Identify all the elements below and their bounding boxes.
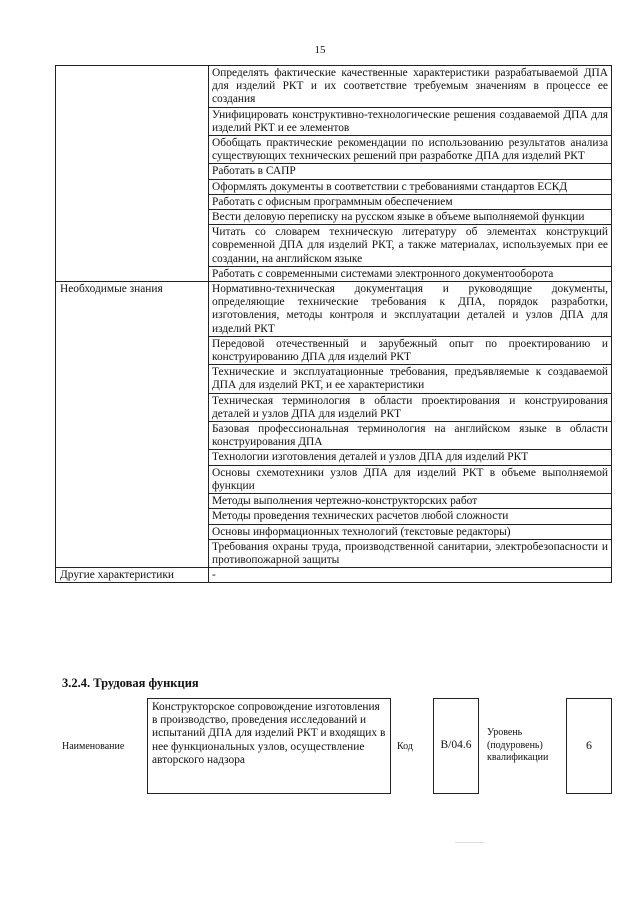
qualification-level-label-text: Уровень (подуровень) квалификации (487, 727, 549, 763)
other-value: - (209, 568, 612, 583)
labor-function-name-label: Наименование (62, 741, 125, 752)
labor-function-code-label: Код (397, 741, 413, 752)
skill-cell: Вести деловую переписку на русском языке в объеме выполняемой функции (209, 210, 612, 225)
labor-function-name-value: Конструкторское сопровождение изготовления в производство, проведения исследований и испытаний ДПА для изделий РКТ и входящих в нее функциональных узлов, осуществление авторского надзора (147, 698, 391, 794)
skill-cell: Работать с офисным программным обеспечением (209, 194, 612, 209)
other-label: Другие характеристики (56, 568, 209, 583)
knowledge-cell: Нормативно-техническая документация и руководящие документы, определяющие технические требования к ДПА, порядок разработки, изготовления, методы контроля и эксплуатации деталей и узлов ДПА для изделий РКТ (209, 282, 612, 337)
skill-cell: Обобщать практические рекомендации по использованию результатов анализа существующих технических решений при разработке ДПА для изделий РКТ (209, 136, 612, 164)
knowledge-cell: Базовая профессиональная терминология на английском языке в области конструирования ДПА (209, 422, 612, 450)
skills-label-cell (56, 66, 209, 282)
knowledge-cell: Требования охраны труда, производственной санитарии, электробезопасности и противопожарной защиты (209, 539, 612, 567)
knowledge-cell: Техническая терминология в области проектирования и конструирования деталей и узлов ДПА для изделий РКТ (209, 393, 612, 421)
table-row (56, 66, 612, 108)
skill-cell: Унифицировать конструктивно-технологические решения создаваемой ДПА для изделий РКТ и ее элементов (209, 107, 612, 135)
knowledge-cell: Передовой отечественный и зарубежный опыт по проектированию и конструированию ДПА для изделий РКТ (209, 336, 612, 364)
qualification-level-value: 6 (566, 698, 612, 794)
knowledge-cell: Основы схемотехники узлов ДПА для изделий РКТ в объеме выполняемой функции (209, 465, 612, 493)
section-title: 3.2.4. Трудовая функция (62, 676, 199, 690)
scan-artifact (455, 842, 485, 843)
skill-cell: Определять фактические качественные характеристики разрабатываемой ДПА для изделий РКТ и их соответствие требуемым значениям в процессе ее создания (209, 66, 612, 108)
labor-function-code-value: B/04.6 (433, 698, 479, 794)
page-number: 15 (314, 44, 326, 56)
knowledge-cell: Технологии изготовления деталей и узлов ДПА для изделий РКТ (209, 450, 612, 465)
skill-cell: Работать в САПР (209, 164, 612, 179)
knowledge-cell: Технические и эксплуатационные требования, предъявляемые к создаваемой ДПА для изделий РКТ, и ее характеристики (209, 365, 612, 393)
skill-cell: Читать со словарем техническую литературу об элементах конструкций современной ДПА для изделий РКТ, а также материалах, используемых при ее создании, на английском языке (209, 225, 612, 267)
qualification-level-label (487, 727, 559, 765)
knowledge-cell: Методы выполнения чертежно-конструкторских работ (209, 494, 612, 509)
skill-cell: Работать с современными системами электронного документооборота (209, 266, 612, 281)
knowledge-cell: Основы информационных технологий (текстовые редакторы) (209, 524, 612, 539)
table-row (56, 282, 612, 337)
skill-cell: Оформлять документы в соответствии с требованиями стандартов ЕСКД (209, 179, 612, 194)
knowledge-label: Необходимые знания (56, 282, 209, 568)
knowledge-cell: Методы проведения технических расчетов любой сложности (209, 509, 612, 524)
requirements-table (55, 65, 612, 583)
table-row (56, 568, 612, 583)
